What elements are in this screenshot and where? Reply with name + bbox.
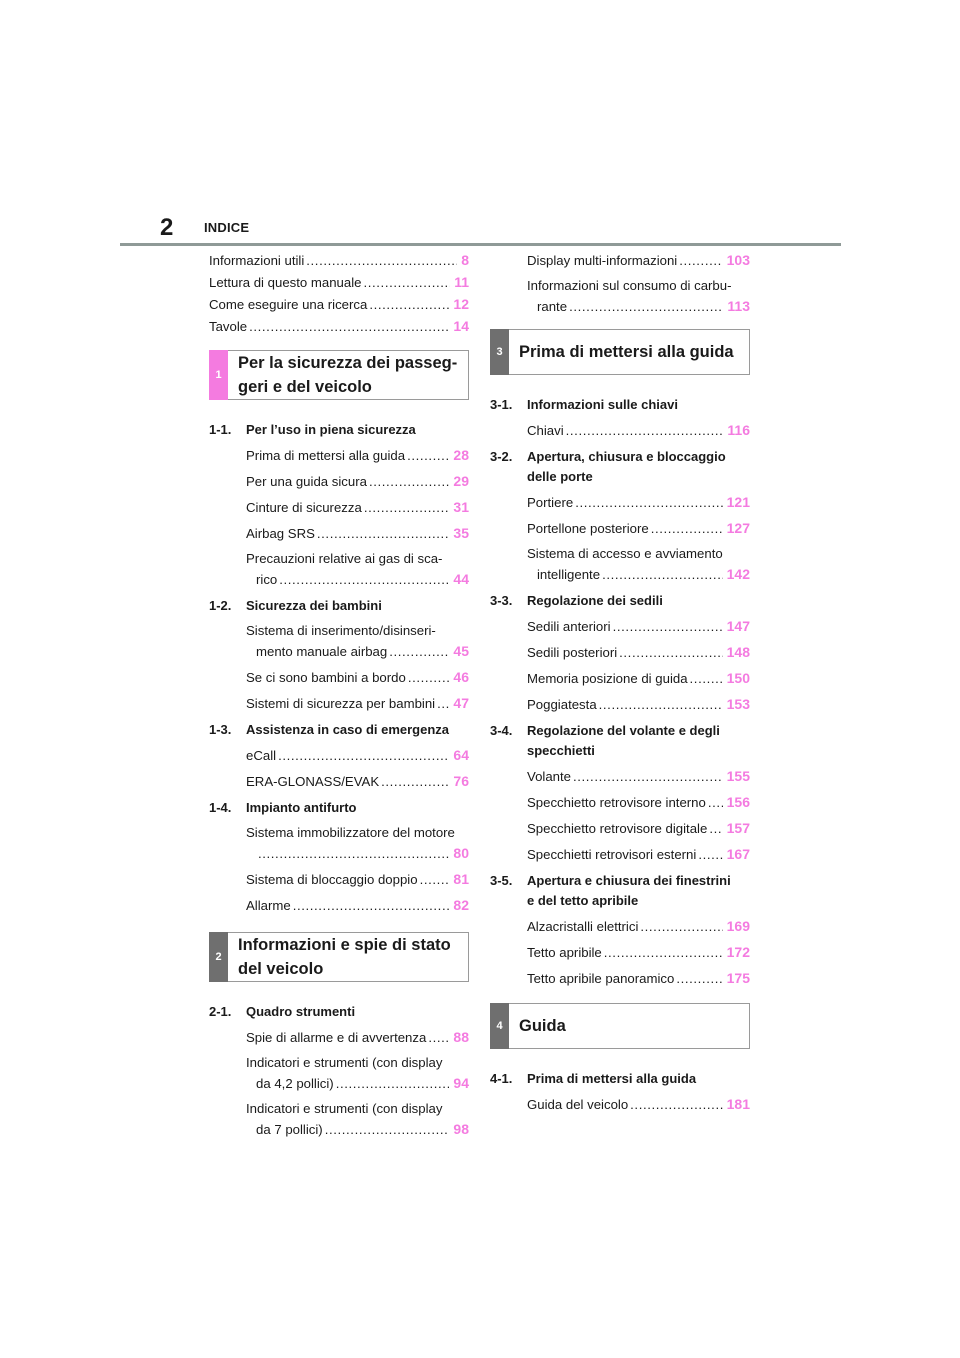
section-heading: 1-2. Sicurezza dei bambini (209, 598, 382, 613)
toc-entry[interactable]: Lettura di questo manuale ..... 11 (209, 272, 469, 293)
page-link[interactable]: 98 (453, 1121, 469, 1137)
toc-entry[interactable]: Chiavi ..... 116 (527, 420, 750, 441)
toc-entry[interactable]: Alzacristalli elettrici ..... 169 (527, 916, 750, 937)
page-link[interactable]: 142 (726, 566, 750, 582)
page-link[interactable]: 88 (453, 1029, 469, 1045)
header-title: INDICE (204, 220, 250, 235)
page-link[interactable]: 167 (726, 846, 750, 862)
chapter-title: Informazioni e spie di stato del veicolo (238, 936, 451, 978)
page-link[interactable]: 153 (726, 696, 750, 712)
chapter-heading-1[interactable] (209, 350, 469, 400)
section-heading: 1-3. Assistenza in caso di emergenza (209, 722, 450, 737)
page-link[interactable]: 81 (453, 871, 469, 887)
page-link[interactable]: 11 (454, 274, 469, 290)
chapter-heading-4[interactable] (490, 1003, 750, 1049)
section-heading: 3-1. Informazioni sulle chiavi (490, 397, 678, 412)
page-link[interactable]: 46 (453, 669, 469, 685)
chapter-title: Guida (519, 1017, 566, 1035)
toc-entry[interactable]: Sistemi di sicurezza per bambini ..... 47 (246, 693, 469, 714)
page-link[interactable]: 147 (726, 618, 750, 634)
chapter-tab-1: 1 (209, 350, 228, 400)
page-link[interactable]: 8 (461, 252, 469, 268)
page-link[interactable]: 169 (726, 918, 750, 934)
page-number: 2 (160, 214, 174, 241)
toc-entry[interactable]: Tavole ..... 14 (209, 316, 469, 337)
page-link[interactable]: 113 (727, 298, 750, 314)
section-heading: 3-2. Apertura, chiusura e bloccaggio delle porte (490, 449, 726, 484)
page-link[interactable]: 157 (726, 820, 750, 836)
toc-entry[interactable]: Informazioni sul consumo di carbu- rante ..... 113 (527, 276, 750, 317)
toc-entry[interactable]: Informazioni utili ..... 8 (209, 250, 469, 271)
toc-entry[interactable]: Specchietto retrovisore interno ..... 156 (527, 792, 750, 813)
page-link[interactable]: 82 (453, 897, 469, 913)
section-heading: 3-5. Apertura e chiusura dei finestrini e del tetto apribile (490, 873, 731, 908)
page-link[interactable]: 14 (453, 318, 469, 334)
page-link[interactable]: 175 (726, 970, 750, 986)
page-link[interactable]: 44 (453, 571, 469, 587)
page-link[interactable]: 45 (453, 643, 469, 659)
section-heading: 2-1. Quadro strumenti (209, 1004, 356, 1019)
toc-entry[interactable]: Sistema immobilizzatore del motore ..... 80 (246, 823, 469, 864)
page-link[interactable]: 121 (726, 494, 750, 510)
chapter-heading-3[interactable] (490, 329, 750, 375)
page-link[interactable]: 80 (453, 845, 469, 861)
toc-entry[interactable]: ERA-GLONASS/EVAK ..... 76 (246, 771, 469, 792)
page-link[interactable]: 148 (726, 644, 750, 660)
toc-entry[interactable]: Sedili posteriori ..... 148 (527, 642, 750, 663)
toc-entry[interactable]: Tetto apribile panoramico ..... 175 (527, 968, 750, 989)
toc-entry[interactable]: Prima di mettersi alla guida ..... 28 (246, 445, 469, 466)
toc-entry[interactable]: Portiere ..... 121 (527, 492, 750, 513)
page-link[interactable]: 155 (726, 768, 750, 784)
section-heading: 3-4. Regolazione del volante e degli specchietti (490, 723, 720, 758)
toc-right-column (490, 250, 750, 1120)
chapter-heading-2[interactable] (209, 932, 469, 982)
page-link[interactable]: 181 (726, 1096, 750, 1112)
toc-entry[interactable]: Airbag SRS ..... 35 (246, 523, 469, 544)
page-header (160, 210, 840, 246)
toc-entry[interactable]: Spie di allarme e di avvertenza ..... 88 (246, 1027, 469, 1048)
section-heading: 1-4. Impianto antifurto (209, 800, 357, 815)
page-link[interactable]: 28 (453, 447, 469, 463)
toc-entry[interactable]: Portellone posteriore ..... 127 (527, 518, 750, 539)
page-link[interactable]: 64 (453, 747, 469, 763)
toc-entry[interactable]: Se ci sono bambini a bordo ..... 46 (246, 667, 469, 688)
toc-entry[interactable]: Sistema di inserimento/disinseri- mento manuale airbag ..... 45 (246, 621, 469, 662)
chapter-title: Per la sicurezza dei passeg- geri e del veicolo (238, 354, 458, 396)
section-heading: 4-1. Prima di mettersi alla guida (490, 1071, 697, 1086)
toc-entry[interactable]: Volante ..... 155 (527, 766, 750, 787)
page-link[interactable]: 31 (453, 499, 469, 515)
page-link[interactable]: 116 (727, 422, 750, 438)
toc-entry[interactable]: Come eseguire una ricerca ..... 12 (209, 294, 469, 315)
page-link[interactable]: 29 (453, 473, 469, 489)
toc-entry[interactable]: Per una guida sicura ..... 29 (246, 471, 469, 492)
page-link[interactable]: 35 (453, 525, 469, 541)
section-heading: 1-1. Per l’uso in piena sicurezza (209, 422, 416, 437)
toc-entry[interactable]: Memoria posizione di guida ..... 150 (527, 668, 750, 689)
toc-left-column (209, 250, 469, 1145)
chapter-title: Prima di mettersi alla guida (519, 343, 734, 361)
toc-entry[interactable]: Indicatori e strumenti (con display da 4,2 pollici) ..... 94 (246, 1053, 469, 1094)
toc-entry[interactable]: Guida del veicolo ..... 181 (527, 1094, 750, 1115)
toc-entry[interactable]: Specchietti retrovisori esterni ..... 167 (527, 844, 750, 865)
toc-entry[interactable]: Poggiatesta ..... 153 (527, 694, 750, 715)
toc-entry[interactable]: Sistema di accesso e avviamento intelligente ..... 142 (527, 544, 750, 585)
toc-entry[interactable]: Sedili anteriori ..... 147 (527, 616, 750, 637)
header-rule (120, 243, 841, 246)
toc-entry[interactable]: Cinture di sicurezza ..... 31 (246, 497, 469, 518)
page-link[interactable]: 103 (726, 252, 750, 268)
toc-entry[interactable]: Tetto apribile ..... 172 (527, 942, 750, 963)
page-link[interactable]: 150 (726, 670, 750, 686)
chapter-tab-3: 3 (490, 329, 509, 375)
toc-entry[interactable]: Display multi-informazioni ..... 103 (527, 250, 750, 271)
page-link[interactable]: 47 (453, 695, 469, 711)
page-link[interactable]: 76 (453, 773, 469, 789)
page-link[interactable]: 156 (726, 794, 750, 810)
section-heading: 3-3. Regolazione dei sedili (490, 593, 663, 608)
page-link[interactable]: 127 (726, 520, 750, 536)
toc-entry[interactable]: eCall ..... 64 (246, 745, 469, 766)
chapter-tab-4: 4 (490, 1003, 509, 1049)
chapter-tab-2: 2 (209, 932, 228, 982)
toc-entry[interactable]: Indicatori e strumenti (con display da 7 pollici) ..... 98 (246, 1099, 469, 1140)
page-link[interactable]: 12 (453, 296, 469, 312)
page-link[interactable]: 172 (726, 944, 750, 960)
page-link[interactable]: 94 (453, 1075, 469, 1091)
toc-entry[interactable]: Precauzioni relative ai gas di sca- rico ..... 44 (246, 549, 469, 590)
toc-entry[interactable]: Specchietto retrovisore digitale ..... 157 (527, 818, 750, 839)
toc-entry[interactable]: Allarme ..... 82 (246, 895, 469, 916)
toc-entry[interactable]: Sistema di bloccaggio doppio ..... 81 (246, 869, 469, 890)
